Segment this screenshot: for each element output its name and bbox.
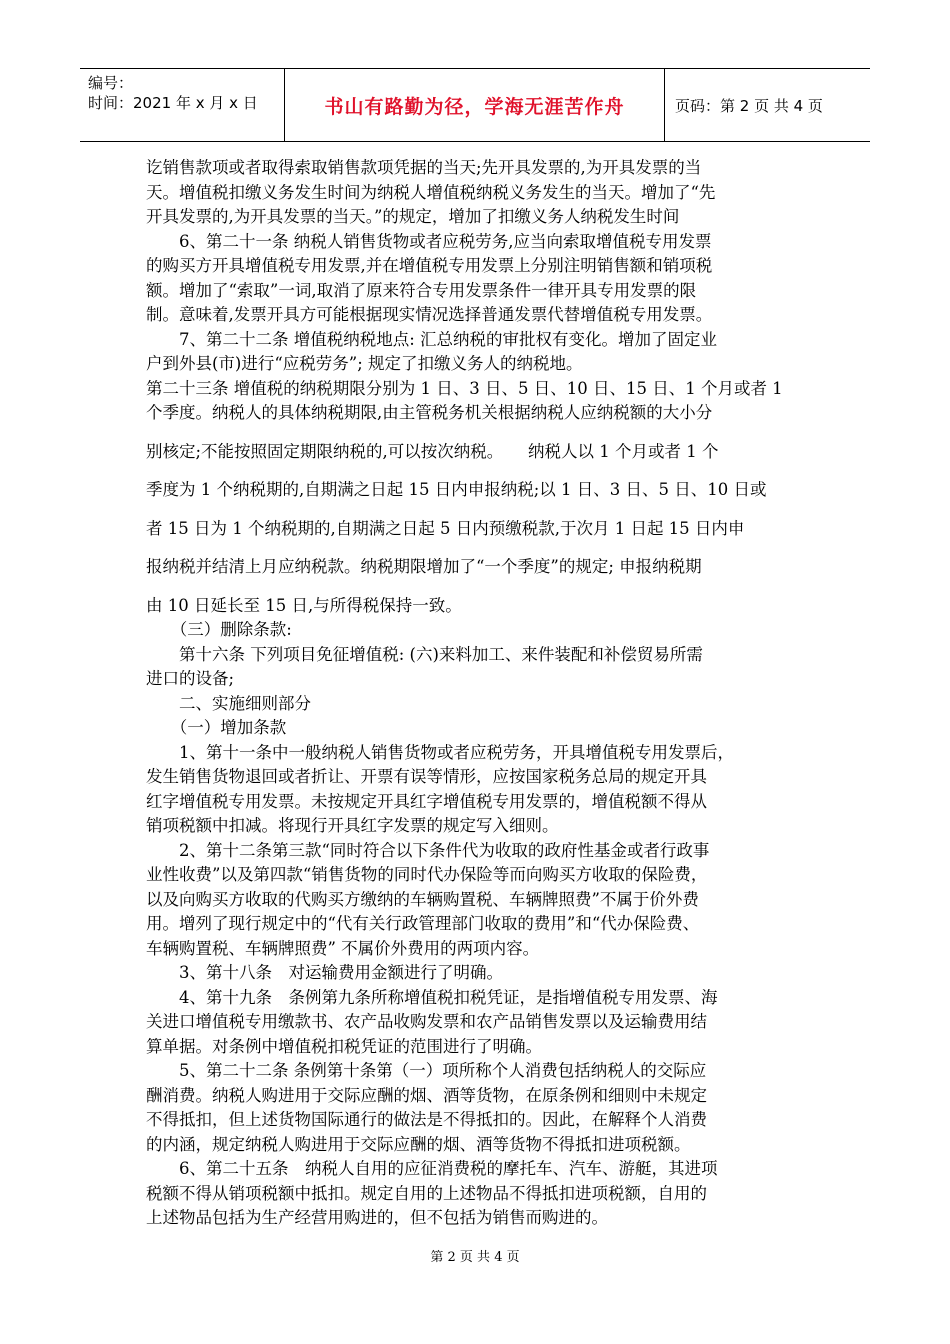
text-line: 制。意味着,发票开具方可能根据现实情况选择普通发票代替增值税专用发票。 (146, 305, 713, 324)
text-line: 二、实施细则部分 (146, 693, 311, 713)
text-line: 上述物品包括为生产经营用购进的，但不包括为销售而购进的。 (146, 1208, 608, 1227)
text-line: 第二十三条 增值税的纳税期限分别为 1 日、3 日、5 日、10 日、15 日、1 个月或者 1 (146, 378, 783, 398)
text-line: 6、第二十一条 纳税人销售货物或者应税劳务,应当向索取增值税专用发票 (146, 231, 712, 251)
page-footer: 第 2 页 共 4 页 (430, 1250, 520, 1265)
text-line: 发生销售货物退回或者折让、开票有误等情形，应按国家税务总局的规定开具 (146, 767, 707, 786)
header-page-number: 页码：第 2 页 共 4 页 (675, 96, 823, 115)
text-line: 别核定;不能按照固定期限纳税的,可以按次纳税。 纳税人以 1 个月或者 1 个 (146, 441, 719, 461)
text-line: 者 15 日为 1 个纳税期的,自期满之日起 5 日内预缴税款,于次月 1 日起 15 日内申 (146, 518, 745, 538)
text-line: 报纳税并结清上月应纳税款。纳税期限增加了“一个季度”的规定; 申报纳税期 (146, 557, 702, 576)
text-line: 不得抵扣，但上述货物国际通行的做法是不得抵扣的。因此，在解释个人消费 (146, 1110, 707, 1129)
text-line: 税额不得从销项税额中抵扣。规定自用的上述物品不得抵扣进项税额，自用的 (146, 1183, 707, 1203)
text-line: 3、第十八条 对运输费用金额进行了明确。 (146, 963, 503, 982)
text-line: 个季度。纳税人的具体纳税期限,由主管税务机关根据纳税人应纳税额的大小分 (146, 403, 713, 422)
text-line: 的内涵，规定纳税人购进用于交际应酬的烟、酒等货物不得抵扣进项税额。 (146, 1134, 691, 1154)
text-line: 1、第十一条中一般纳税人销售货物或者应税劳务，开具增值税专用发票后， (146, 742, 734, 762)
text-line: 额。增加了“索取”一词,取消了原来符合专用发票条件一律开具专用发票的限 (146, 280, 697, 300)
text-line: 用。增列了现行规定中的“代有关行政管理部门收取的费用”和“代办保险费、 (146, 914, 700, 933)
text-line: 的购买方开具增值税专用发票,并在增值税专用发票上分别注明销售额和销项税 (146, 256, 713, 275)
document-body (146, 156, 810, 1231)
document-number-label: 编号： (88, 74, 134, 92)
header-info-cell (80, 69, 285, 141)
text-line: 季度为 1 个纳税期的,自期满之日起 15 日内申报纳税;以 1 日、3 日、5 日、10 日或 (146, 480, 767, 499)
text-line: 7、第二十二条 增值税纳税地点: 汇总纳税的审批权有变化。增加了固定业 (146, 329, 718, 349)
text-line: 酬消费。纳税人购进用于交际应酬的烟、酒等货物，在原条例和细则中未规定 (146, 1085, 707, 1105)
text-line: 5、第二十二条 条例第十条第（一）项所称个人消费包括纳税人的交际应 (146, 1061, 707, 1080)
text-line: 讫销售款项或者取得索取销售款项凭据的当天;先开具发票的,为开具发票的当 (146, 158, 702, 177)
text-line: 进口的设备; (146, 669, 235, 688)
text-line: 红字增值税专用发票。未按规定开具红字增值税专用发票的，增值税额不得从 (146, 791, 707, 811)
page-header (80, 68, 870, 142)
document-date-label: 时间：2021 年 x 月 x 日 (88, 94, 258, 112)
text-line: 户到外县(市)进行“应税劳务”; 规定了扣缴义务人的纳税地。 (146, 354, 583, 373)
text-line: 关进口增值税专用缴款书、农产品收购发票和农产品销售发票以及运输费用结 (146, 1012, 707, 1031)
text-line: 6、第二十五条 纳税人自用的应征消费税的摩托车、汽车、游艇，其进项 (146, 1159, 718, 1178)
text-line: 开具发票的,为开具发票的当天。”的规定，增加了扣缴义务人纳税发生时间 (146, 207, 680, 226)
text-line: 以及向购买方收取的代购买方缴纳的车辆购置税、车辆牌照费”不属于价外费 (146, 889, 699, 909)
header-motto: 书山有路勤为径，学海无涯苦作舟 (285, 69, 665, 141)
text-line: 天。增值税扣缴义务发生时间为纳税人增值税纳税义务发生的当天。增加了“先 (146, 182, 716, 202)
text-line: 业性收费”以及第四款“销售货物的同时代办保险等而向购买方收取的保险费， (146, 865, 708, 884)
text-line: 车辆购置税、车辆牌照费” 不属价外费用的两项内容。 (146, 938, 540, 958)
text-line: 2、第十二条第三款“同时符合以下条件代为收取的政府性基金或者行政事 (146, 840, 710, 860)
text-line: （一）增加条款 (146, 718, 287, 737)
text-line: 第十六条 下列项目免征增值税: (六)来料加工、来件装配和补偿贸易所需 (146, 644, 703, 664)
text-line: 4、第十九条 条例第九条所称增值税扣税凭证，是指增值税专用发票、海 (146, 987, 718, 1007)
text-line: （三）删除条款: (146, 620, 292, 639)
text-line: 算单据。对条例中增值税扣税凭证的范围进行了明确。 (146, 1036, 542, 1056)
text-line: 销项税额中扣减。将现行开具红字发票的规定写入细则。 (146, 816, 559, 835)
text-line: 由 10 日延长至 15 日,与所得税保持一致。 (146, 595, 462, 615)
